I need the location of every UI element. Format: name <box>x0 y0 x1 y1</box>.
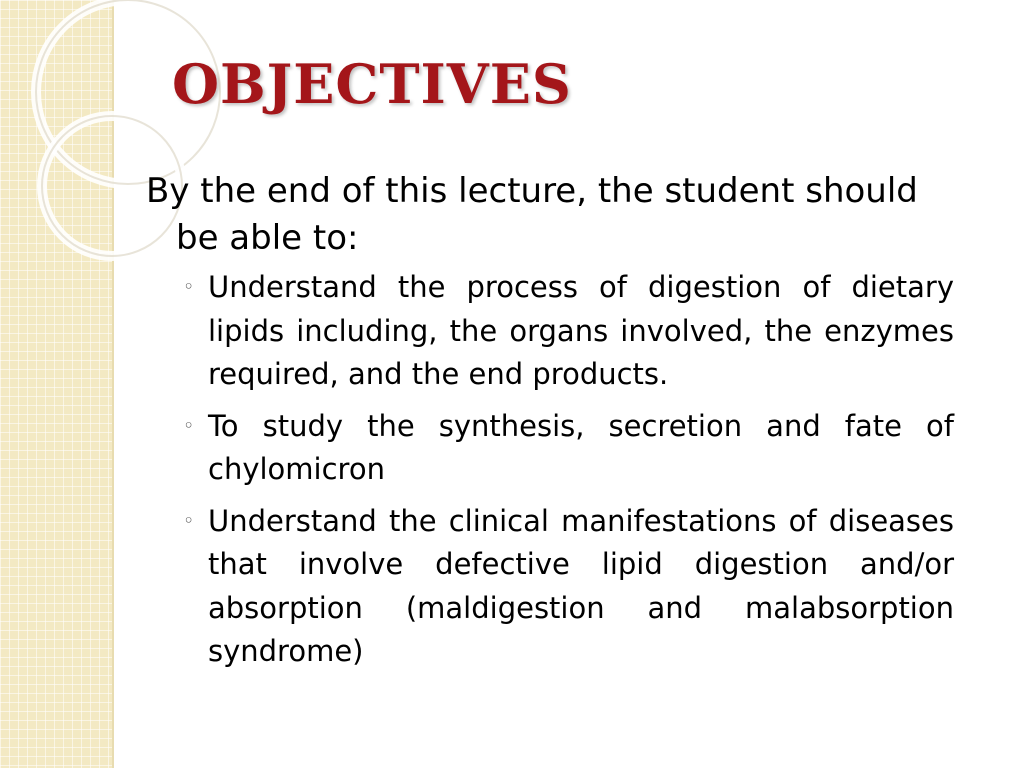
objective-item <box>183 405 954 492</box>
objective-text: To study the synthesis, secretion and fate of chylomicron <box>208 408 954 486</box>
hollow-circle-bullet-icon: ◦ <box>183 414 195 437</box>
objective-text: Understand the process of digestion of dietary lipids including, the organs involved, the enzymes required, and the end products. <box>208 270 954 391</box>
slide-body <box>146 168 954 682</box>
hollow-circle-bullet-icon: ◦ <box>183 509 195 532</box>
hollow-circle-bullet-icon: ◦ <box>183 276 195 298</box>
intro-text: By the end of this lecture, the student should be able to: <box>146 171 918 258</box>
objective-item <box>183 500 954 674</box>
slide-title: OBJECTIVES <box>172 52 572 116</box>
objectives-list <box>146 266 954 674</box>
objective-text: Understand the clinical manifestations of diseases that involve defective lipid digestion and/or absorption (maldigestion and malabsorption syndrome) <box>208 503 954 668</box>
objective-item <box>183 266 954 397</box>
decorative-rings <box>0 0 160 260</box>
